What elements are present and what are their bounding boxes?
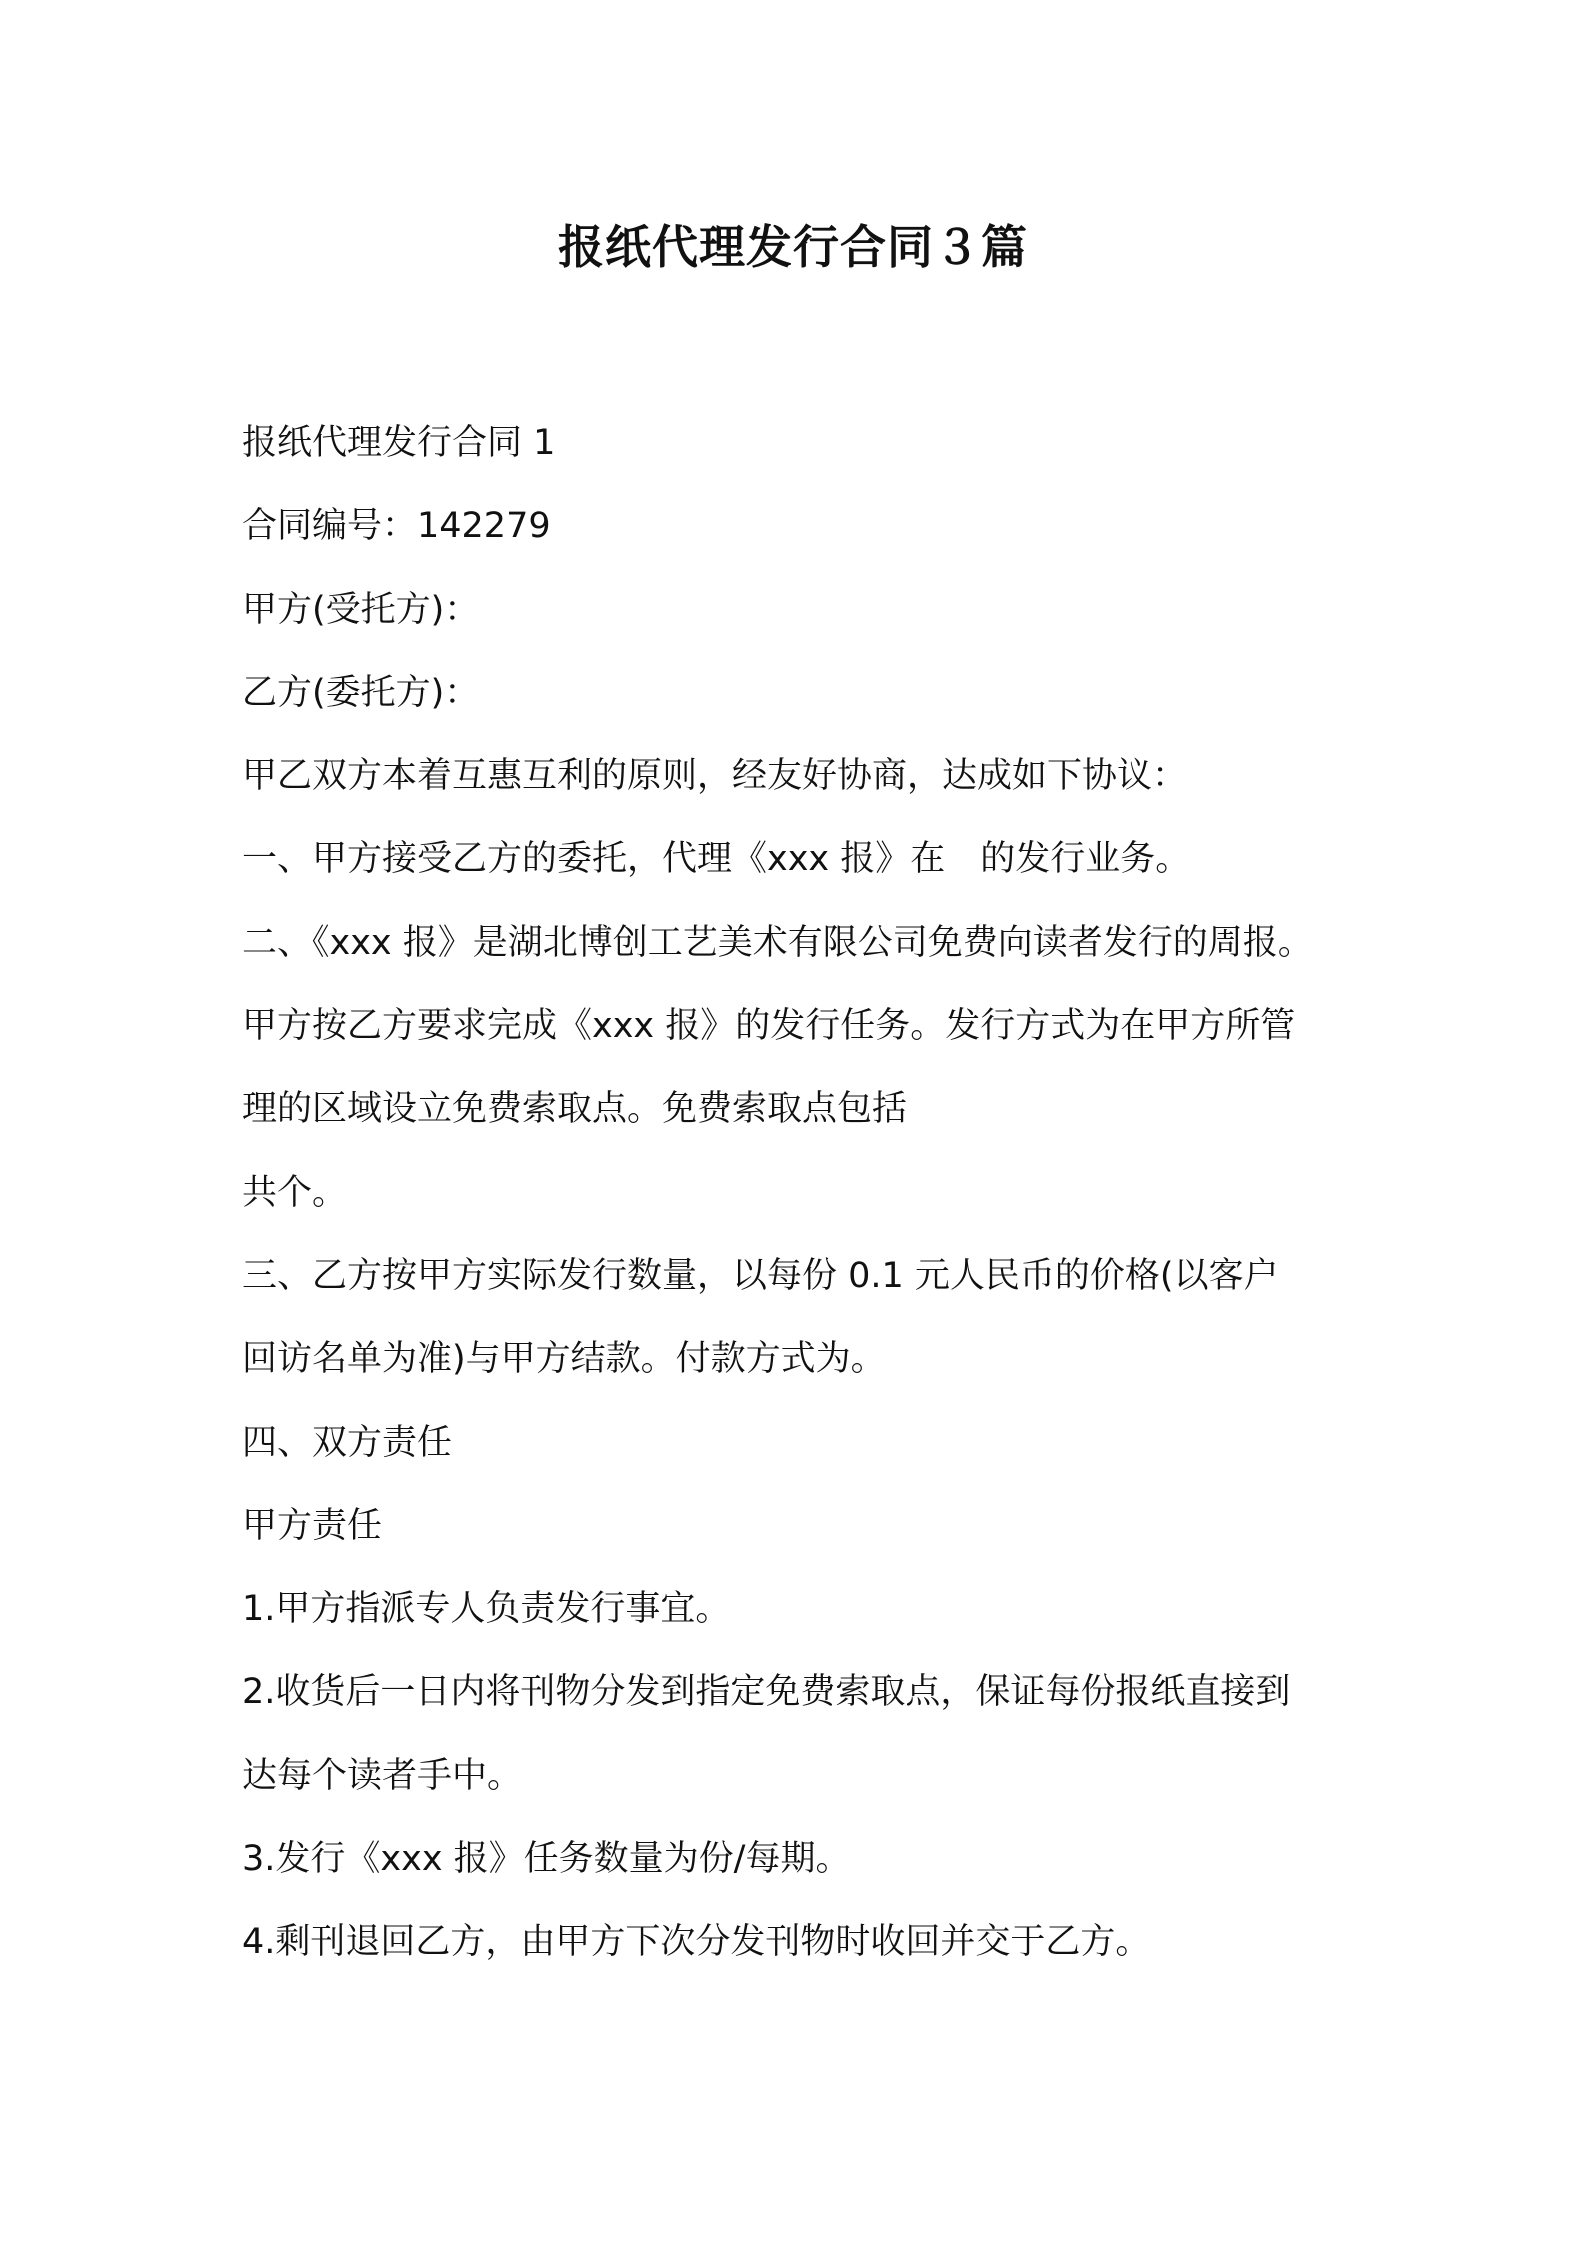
clause-1: 一、甲方接受乙方的委托，代理《xxx 报》在 的发行业务。 [242,839,1191,880]
clause-2-line-1: 二、《xxx 报》是湖北博创工艺美术有限公司免费向读者发行的周报。 [242,922,1313,963]
responsibility-2-line-1: 2.收货后一日内将刊物分发到指定免费索取点，保证每份报纸直接到 [242,1672,1291,1713]
clause-4-heading: 四、双方责任 [242,1422,453,1463]
clause-3-line-1: 三、乙方按甲方实际发行数量，以每份 0.1 元人民币的价格(以客户 [242,1255,1279,1296]
responsibility-2-line-2: 达每个读者手中。 [242,1755,523,1796]
party-a-responsibilities-heading: 甲方责任 [242,1505,383,1546]
document-body [242,402,1362,1985]
clause-2-line-2: 甲方按乙方要求完成《xxx 报》的发行任务。发行方式为在甲方所管 [242,1006,1296,1047]
responsibility-3: 3.发行《xxx 报》任务数量为份/每期。 [242,1839,851,1880]
party-b: 乙方(委托方)： [242,672,480,713]
clause-2-line-4: 共个。 [242,1172,348,1213]
contract-number: 合同编号：142279 [242,506,551,547]
document-title: 报纸代理发行合同３篇 [558,220,1028,274]
preamble: 甲乙双方本着互惠互利的原则，经友好协商，达成如下协议： [242,756,1188,797]
clause-2-line-3: 理的区域设立免费索取点。免费索取点包括 [242,1089,908,1130]
party-a: 甲方(受托方)： [242,589,480,630]
clause-3-line-2: 回访名单为准)与甲方结款。付款方式为。 [242,1339,886,1380]
subtitle-contract-1: 报纸代理发行合同 1 [242,423,556,463]
responsibility-4: 4.剩刊退回乙方，由甲方下次分发刊物时收回并交于乙方。 [242,1922,1151,1963]
responsibility-1: 1.甲方指派专人负责发行事宜。 [242,1589,731,1630]
